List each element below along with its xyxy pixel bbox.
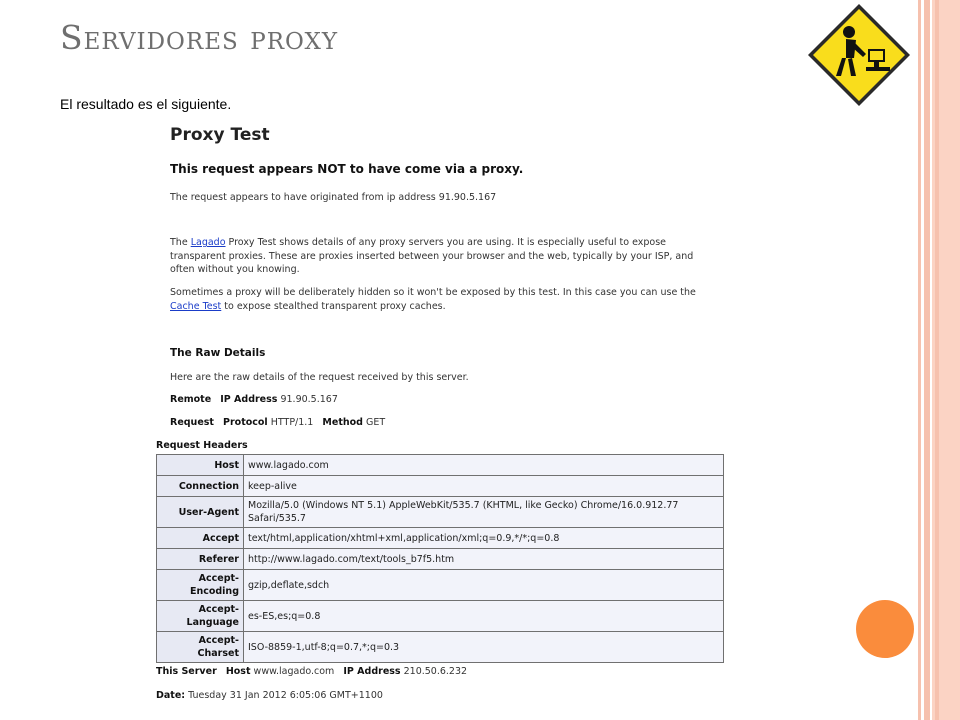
- table-row: [157, 549, 724, 570]
- header-key: Accept-Language: [157, 601, 244, 632]
- remote-ip-label: IP Address: [220, 394, 278, 405]
- request-label: Request: [170, 417, 214, 428]
- protocol-value: HTTP/1.1: [270, 417, 314, 428]
- proxy-test-screenshot: [155, 120, 735, 720]
- remote-line: [170, 394, 338, 405]
- request-line: [170, 417, 385, 428]
- worker-sign-icon: [806, 2, 912, 108]
- intro-paragraph: [170, 236, 715, 277]
- header-value: keep-alive: [244, 476, 724, 497]
- intro-text-end: Proxy Test shows details of any proxy servers you are using. It is especially useful to expose transparent proxies. These are proxies inserted between your browser and the web, typically by your ISP, and often without you knowing.: [170, 237, 694, 275]
- decor-stripe: [918, 0, 921, 720]
- header-value: http://www.lagado.com/text/tools_b7f5.htm: [244, 549, 724, 570]
- protocol-label: Protocol: [223, 417, 268, 428]
- remote-ip-value: 91.90.5.167: [280, 394, 338, 405]
- cache-test-paragraph: [170, 286, 715, 313]
- proxy-result-heading: This request appears NOT to have come via a proxy.: [170, 162, 524, 176]
- header-key: User-Agent: [157, 497, 244, 528]
- table-row: [157, 497, 724, 528]
- cache-text-start: Sometimes a proxy will be deliberately hidden so it won't be exposed by this test. In this case you can use the: [170, 287, 696, 298]
- server-host-label: Host: [225, 666, 251, 677]
- orange-circle-decoration: [856, 600, 914, 658]
- header-value: es-ES,es;q=0.8: [244, 601, 724, 632]
- header-value: Mozilla/5.0 (Windows NT 5.1) AppleWebKit/535.7 (KHTML, like Gecko) Chrome/16.0.912.77 Safari/535.7: [244, 497, 724, 528]
- origin-text: The request appears to have originated from ip address 91.90.5.167: [170, 192, 497, 203]
- table-row: [157, 601, 724, 632]
- header-key: Accept-Encoding: [157, 570, 244, 601]
- method-value: GET: [365, 417, 386, 428]
- slide-title: Servidores proxy: [60, 18, 339, 57]
- request-headers-title: Request Headers: [156, 440, 248, 451]
- decor-stripe: [935, 0, 939, 720]
- decor-stripe: [924, 0, 930, 720]
- header-key: Accept-Charset: [157, 632, 244, 663]
- server-host-value: www.lagado.com: [253, 666, 335, 677]
- server-ip-label: IP Address: [343, 666, 401, 677]
- cache-test-link[interactable]: Cache Test: [170, 300, 222, 312]
- cache-text-end: to expose stealthed transparent proxy caches.: [221, 300, 446, 312]
- lagado-link[interactable]: Lagado: [190, 237, 226, 248]
- date-line: [156, 690, 383, 701]
- proxy-test-title: Proxy Test: [170, 125, 270, 145]
- raw-details-title: The Raw Details: [170, 347, 266, 359]
- intro-text-start: The: [170, 237, 191, 248]
- header-key: Referer: [157, 549, 244, 570]
- method-label: Method: [322, 417, 363, 428]
- remote-label: Remote: [170, 394, 212, 405]
- table-row: [157, 455, 724, 476]
- header-key: Accept: [157, 528, 244, 549]
- request-headers-table: [156, 454, 724, 663]
- header-value: text/html,application/xhtml+xml,application/xml;q=0.9,*/*;q=0.8: [244, 528, 724, 549]
- date-label: Date:: [156, 690, 186, 701]
- header-key: Host: [157, 455, 244, 476]
- header-value: www.lagado.com: [244, 455, 724, 476]
- header-key: Connection: [157, 476, 244, 497]
- table-row: [157, 632, 724, 663]
- header-value: ISO-8859-1,utf-8;q=0.7,*;q=0.3: [244, 632, 724, 663]
- table-row: [157, 476, 724, 497]
- server-label: This Server: [156, 666, 217, 677]
- date-value: Tuesday 31 Jan 2012 6:05:06 GMT+1100: [188, 690, 383, 701]
- table-row: [157, 528, 724, 549]
- header-value: gzip,deflate,sdch: [244, 570, 724, 601]
- table-row: [157, 570, 724, 601]
- raw-details-text: Here are the raw details of the request received by this server.: [170, 372, 469, 383]
- server-line: [156, 666, 467, 677]
- server-ip-value: 210.50.6.232: [403, 666, 468, 677]
- slide-subtitle: El resultado es el siguiente.: [60, 96, 232, 112]
